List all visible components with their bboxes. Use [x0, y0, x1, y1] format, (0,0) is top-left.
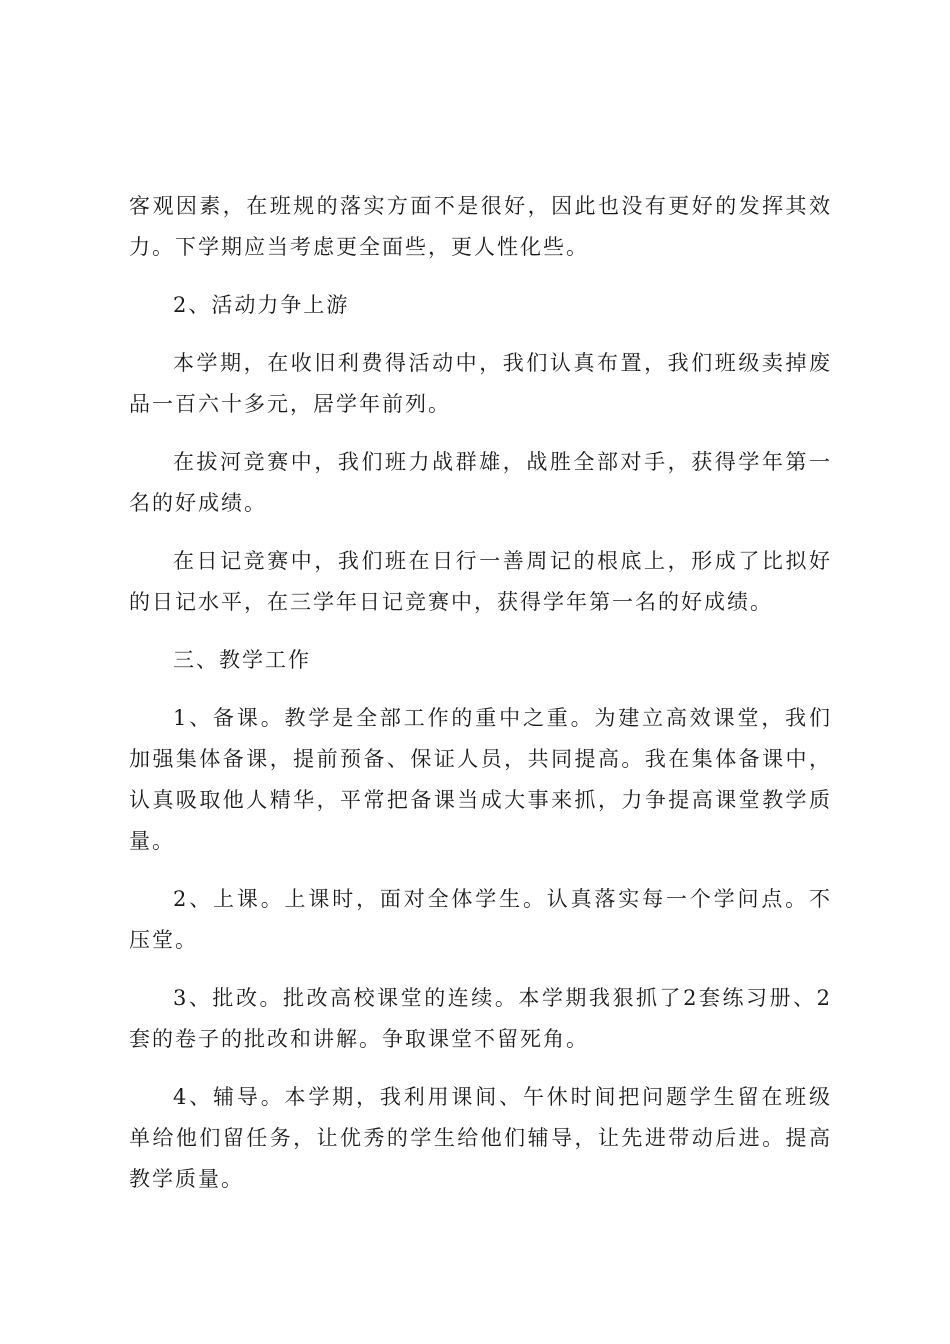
paragraph-classes: 2、上课。上课时，面对全体学生。认真落实每一个学问点。不压堂。 [129, 887, 832, 952]
paragraph-diary-contest: 在日记竞赛中，我们班在日行一善周记的根底上，形成了比拟好的日记水平，在三学年日记竞赛中，获得学年第一名的好成绩。 [129, 549, 832, 614]
document-body [129, 186, 832, 1217]
paragraph-tutoring: 4、辅导。本学期，我利用课间、午休时间把问题学生留在班级单给他们留任务，让优秀的学生给他们辅导，让先进带动后进。提高教学质量。 [129, 1085, 832, 1191]
paragraph-grading: 3、批改。批改高校课堂的连续。本学期我狠抓了2套练习册、2套的卷子的批改和讲解。争取课堂不留死角。 [129, 986, 832, 1051]
paragraph-tug-of-war: 在拔河竞赛中，我们班力战群雄，战胜全部对手，获得学年第一名的好成绩。 [129, 450, 832, 515]
paragraph-continuation: 客观因素，在班规的落实方面不是很好，因此也没有更好的发挥其效力。下学期应当考虑更全面些，更人性化些。 [129, 194, 832, 259]
subheading-activities: 2、活动力争上游 [173, 293, 350, 317]
paragraph-recycling: 本学期，在收旧利费得活动中，我们认真布置，我们班级卖掉废品一百六十多元，居学年前列。 [129, 351, 832, 416]
paragraph-lesson-prep: 1、备课。教学是全部工作的重中之重。为建立高效课堂，我们加强集体备课，提前预备、保证人员，共同提高。我在集体备课中，认真吸取他人精华，平常把备课当成大事来抓，力争提高课堂教学质量。 [129, 706, 832, 853]
section-heading-teaching: 三、教学工作 [173, 648, 311, 672]
